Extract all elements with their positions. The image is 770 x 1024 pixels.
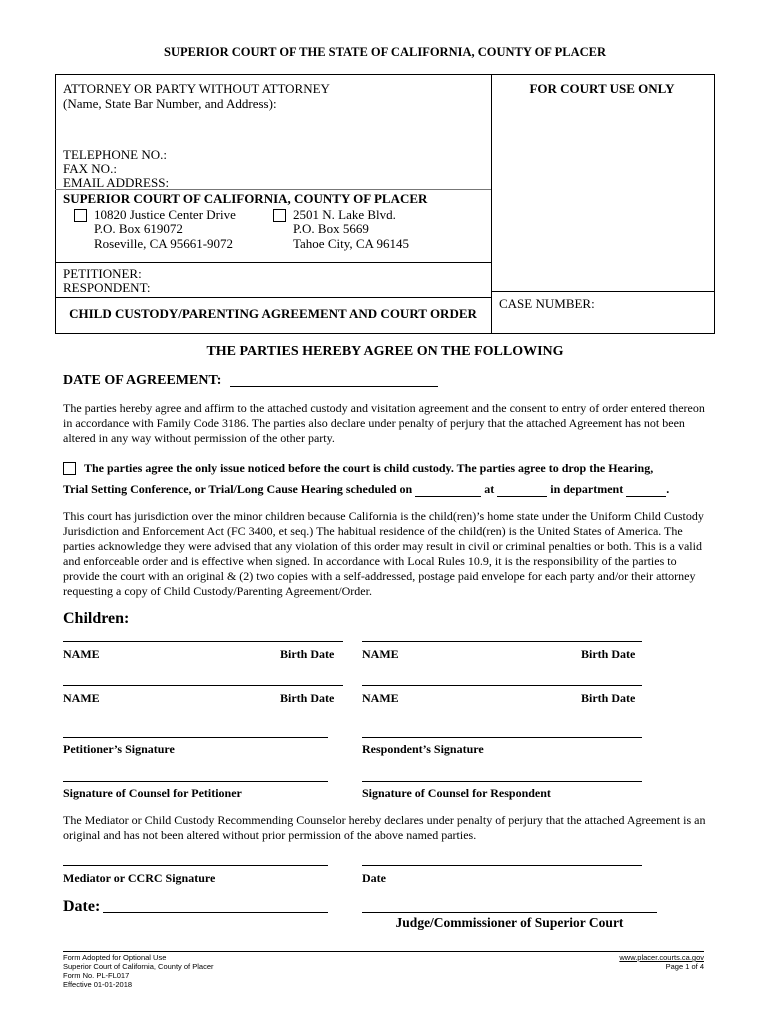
attorney-title: ATTORNEY OR PARTY WITHOUT ATTORNEY	[63, 81, 330, 96]
child-1-name-label: NAME	[63, 647, 100, 661]
counsel-respondent-label: Signature of Counsel for Respondent	[362, 786, 551, 800]
footer-rule	[63, 951, 704, 952]
location-tahoe-line2: P.O. Box 5669	[293, 221, 369, 236]
respondent-signature-field[interactable]	[362, 737, 642, 738]
hearing-time-field[interactable]	[497, 483, 547, 497]
mediator-signature-field[interactable]	[63, 865, 328, 866]
case-number-label: CASE NUMBER:	[499, 296, 595, 311]
child-4-name-label: NAME	[362, 691, 399, 705]
location-tahoe-line3: Tahoe City, CA 96145	[293, 236, 409, 251]
respondent-label: RESPONDENT:	[63, 280, 151, 295]
intro-paragraph: The parties hereby agree and affirm to the attached custody and visitation agreement and the consent to entry of order entered thereon in accordance with Family Code 3186. The parties also declare under penalty of perjury that the attached Agreement has not been altered in any way without permission of the other party.	[63, 401, 705, 445]
hearing-end-text: .	[666, 482, 670, 496]
divider	[55, 262, 491, 263]
petitioner-label: PETITIONER:	[63, 266, 142, 281]
jurisdiction-paragraph: This court has jurisdiction over the minor children because California is the child(ren)’s home state under the Uniform Child Custody Jurisdiction and Enforcement Act (FC 3400, et seq.) The habitual residence of the child(ren) is the United States of America. The parties acknowledge they were advised that any violation of this order may result in civil or criminal penalties or both. This is a valid and enforceable order and is effective when signed. In accordance with Local Rules 10.9, it is the responsibility of the parties to provide the court with an original & (2) two copies with a self-addressed, postage paid envelope for each party and/or their attorney requesting a copy of Child Custody/Parenting Agreement/Order.	[63, 509, 704, 598]
petitioner-signature-field[interactable]	[63, 737, 328, 738]
judge-signature-field[interactable]	[362, 912, 657, 913]
counsel-petitioner-signature-field[interactable]	[63, 781, 328, 782]
judge-label: Judge/Commissioner of Superior Court	[395, 915, 624, 930]
child-3-birth-label: Birth Date	[280, 691, 335, 705]
child-4-field[interactable]	[362, 685, 642, 686]
footer-effective: Effective 01-01-2018	[63, 980, 133, 989]
divider	[55, 297, 491, 298]
divider	[491, 291, 714, 292]
form-title: CHILD CUSTODY/PARENTING AGREEMENT AND COURT ORDER	[69, 306, 477, 321]
fax-label: FAX NO.:	[63, 161, 117, 176]
footer-adopted: Form Adopted for Optional Use	[63, 953, 167, 962]
court-title: SUPERIOR COURT OF THE STATE OF CALIFORNIA, COUNTY OF PLACER	[164, 45, 606, 59]
child-1-field[interactable]	[63, 641, 343, 642]
drop-hearing-checkbox[interactable]	[63, 461, 76, 479]
footer-website-link[interactable]: www.placer.courts.ca.gov	[619, 953, 704, 962]
email-label: EMAIL ADDRESS:	[63, 175, 170, 190]
child-2-name-label: NAME	[362, 647, 399, 661]
footer-left	[63, 953, 214, 989]
telephone-label: TELEPHONE NO.:	[63, 147, 167, 162]
counsel-petitioner-label: Signature of Counsel for Petitioner	[63, 786, 242, 800]
date-of-agreement-field[interactable]	[230, 386, 438, 387]
attorney-subtitle: (Name, State Bar Number, and Address):	[63, 96, 277, 111]
mediator-signature-label: Mediator or CCRC Signature	[63, 871, 216, 885]
child-4-birth-label: Birth Date	[581, 691, 636, 705]
petitioner-signature-label: Petitioner’s Signature	[63, 742, 175, 756]
mediator-date-label: Date	[362, 871, 386, 885]
children-heading: Children:	[63, 610, 130, 627]
child-3-name-label: NAME	[63, 691, 100, 705]
hearing-at-text: at	[484, 482, 495, 496]
order-date-field[interactable]	[103, 912, 328, 913]
order-date-label: Date:	[63, 898, 101, 915]
hearing-schedule-text: Trial Setting Conference, or Trial/Long Cause Hearing scheduled on	[63, 482, 413, 496]
child-1-birth-label: Birth Date	[280, 647, 335, 661]
mediator-paragraph: The Mediator or Child Custody Recommending Counselor hereby declares under penalty of perjury that the attached Agreement is an original and has not been altered without prior permission of the above named parties.	[63, 813, 706, 842]
hearing-dept-field[interactable]	[626, 483, 666, 497]
location-roseville-line3: Roseville, CA 95661-9072	[94, 236, 234, 251]
hearing-date-field[interactable]	[415, 483, 481, 497]
court-use-label: FOR COURT USE ONLY	[529, 81, 675, 96]
child-3-field[interactable]	[63, 685, 343, 686]
location-roseville-line1: 10820 Justice Center Drive	[94, 207, 236, 222]
child-2-field[interactable]	[362, 641, 642, 642]
footer-form-no: Form No. PL-FL017	[63, 971, 130, 980]
court-location-title: SUPERIOR COURT OF CALIFORNIA, COUNTY OF PLACER	[63, 191, 428, 206]
hearing-dept-text: in department	[550, 482, 624, 496]
footer-court: Superior Court of California, County of Placer	[63, 962, 214, 971]
location-tahoe-line1: 2501 N. Lake Blvd.	[293, 207, 396, 222]
child-2-birth-label: Birth Date	[581, 647, 636, 661]
location-roseville-checkbox[interactable]	[74, 208, 87, 226]
divider	[55, 189, 491, 190]
mediator-date-field[interactable]	[362, 865, 642, 866]
location-tahoe-checkbox[interactable]	[273, 208, 286, 226]
drop-hearing-text: The parties agree the only issue noticed before the court is child custody. The parties agree to drop the Hearing,	[84, 461, 654, 475]
caption-divider	[491, 74, 492, 333]
date-of-agreement-label: DATE OF AGREEMENT:	[63, 373, 222, 388]
footer-right	[504, 953, 704, 971]
counsel-respondent-signature-field[interactable]	[362, 781, 642, 782]
respondent-signature-label: Respondent’s Signature	[362, 742, 484, 756]
agree-heading: THE PARTIES HEREBY AGREE ON THE FOLLOWING	[206, 344, 564, 359]
location-roseville-line2: P.O. Box 619072	[94, 221, 183, 236]
footer-page: Page 1 of 4	[665, 962, 704, 971]
hearing-schedule-line	[63, 482, 669, 497]
